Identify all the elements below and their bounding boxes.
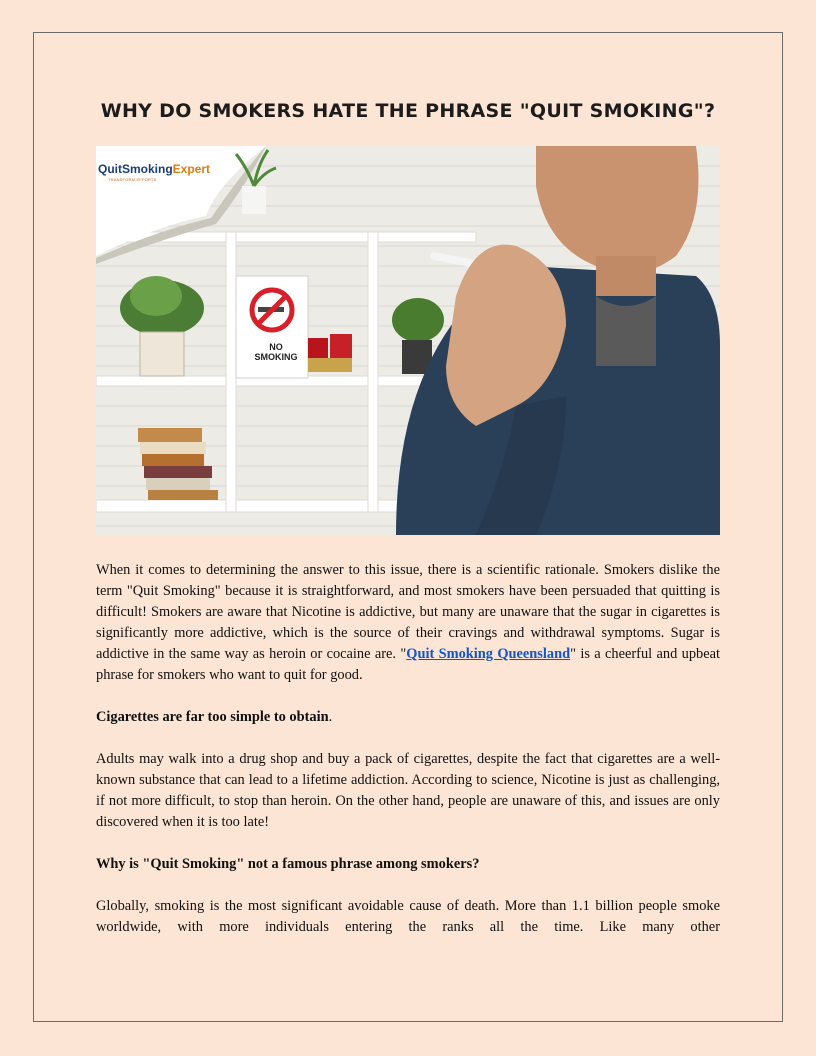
no-smoking-sign: NO SMOKING (254, 342, 298, 362)
brand-logo: QuitSmokingExpert (98, 162, 211, 176)
section-heading-1: Cigarettes are far too simple to obtain. (96, 709, 333, 725)
hero-illustration (96, 146, 720, 535)
paragraph-intro: When it comes to determining the answer to this issue, there is a scientific rationale. Smokers dislike the term "Quit Smoking" because it is straightforward, and most smokers have been persuaded that quitting is difficult! Smokers are aware that Nicotine is addictive, but many are unaware that the sugar in cigarettes is significantly more addictive, which is the source of their cravings and withdrawal symptoms. Sugar is addictive in the same way as heroin or cocaine are. "Quit Smoking Queensland" is a cheerful and upbeat phrase for smokers who want to quit for good. (96, 562, 720, 683)
page-title: WHY DO SMOKERS HATE THE PHRASE "QUIT SMOKING"? (100, 100, 716, 122)
brand-tagline: TRANSFORM EFFORTS (108, 177, 157, 182)
hero-image (96, 146, 720, 535)
paragraph-global: Globally, smoking is the most significant avoidable cause of death. More than 1.1 billion people smoke worldwide, with more individuals entering the ranks all the time. Like many other (96, 898, 720, 935)
section-heading-2: Why is "Quit Smoking" not a famous phrase among smokers? (96, 856, 480, 872)
quit-smoking-queensland-link[interactable]: Quit Smoking Queensland (406, 646, 571, 662)
paragraph-availability: Adults may walk into a drug shop and buy a pack of cigarettes, despite the fact that cigarettes are a well-known substance that can lead to a lifetime addiction. According to science, Nicotine is just as challenging, if not more difficult, to stop than heroin. On the other hand, people are unaware of this, and issues are only discovered when it is too late! (96, 751, 720, 830)
article-body (96, 560, 720, 959)
